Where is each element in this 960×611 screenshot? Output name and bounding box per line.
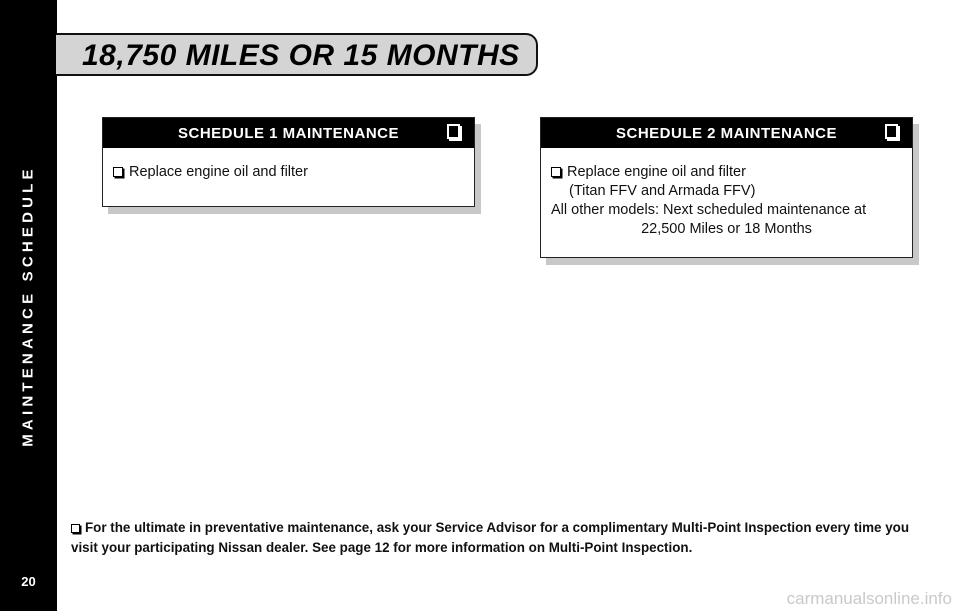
schedule1-item: Replace engine oil and filter bbox=[113, 163, 464, 182]
schedule1-header bbox=[103, 118, 474, 148]
schedule1-header-text: SCHEDULE 1 MAINTENANCE bbox=[177, 124, 399, 142]
sidebar-section-label: MAINTENANCE SCHEDULE bbox=[19, 165, 37, 447]
schedule2-item: Replace engine oil and filter bbox=[551, 163, 902, 182]
checkbox-icon bbox=[113, 167, 123, 177]
checkbox-icon bbox=[71, 524, 80, 533]
schedule1-box bbox=[102, 117, 475, 207]
schedule2-box bbox=[540, 117, 913, 258]
schedule1-body bbox=[113, 163, 464, 182]
schedule2-header-text: SCHEDULE 2 MAINTENANCE bbox=[615, 124, 837, 142]
schedule2-body bbox=[551, 163, 902, 239]
schedule2-header bbox=[541, 118, 912, 148]
sidebar bbox=[0, 0, 57, 611]
page-number: 20 bbox=[21, 574, 36, 589]
schedule2-other-line: All other models: Next scheduled maintenance at bbox=[551, 202, 867, 218]
mileage-banner bbox=[56, 33, 538, 76]
checkbox-icon bbox=[447, 124, 460, 139]
banner-title: 18,750 MILES OR 15 MONTHS bbox=[82, 39, 520, 72]
schedule2-next-maintenance: 22,500 Miles or 18 Months bbox=[641, 221, 812, 237]
watermark: carmanualsonline.info bbox=[786, 589, 952, 608]
checkbox-icon bbox=[551, 167, 561, 177]
schedule2-item-note: (Titan FFV and Armada FFV) bbox=[569, 183, 756, 199]
checkbox-icon bbox=[885, 124, 898, 139]
footnote-text: For the ultimate in preventative maintenance, ask your Service Advisor for a complimentary Multi-Point Inspection every time you visit your participating Nissan dealer. See page 12 for more information on Multi-Point Inspection. bbox=[71, 520, 909, 555]
footnote bbox=[71, 518, 931, 558]
